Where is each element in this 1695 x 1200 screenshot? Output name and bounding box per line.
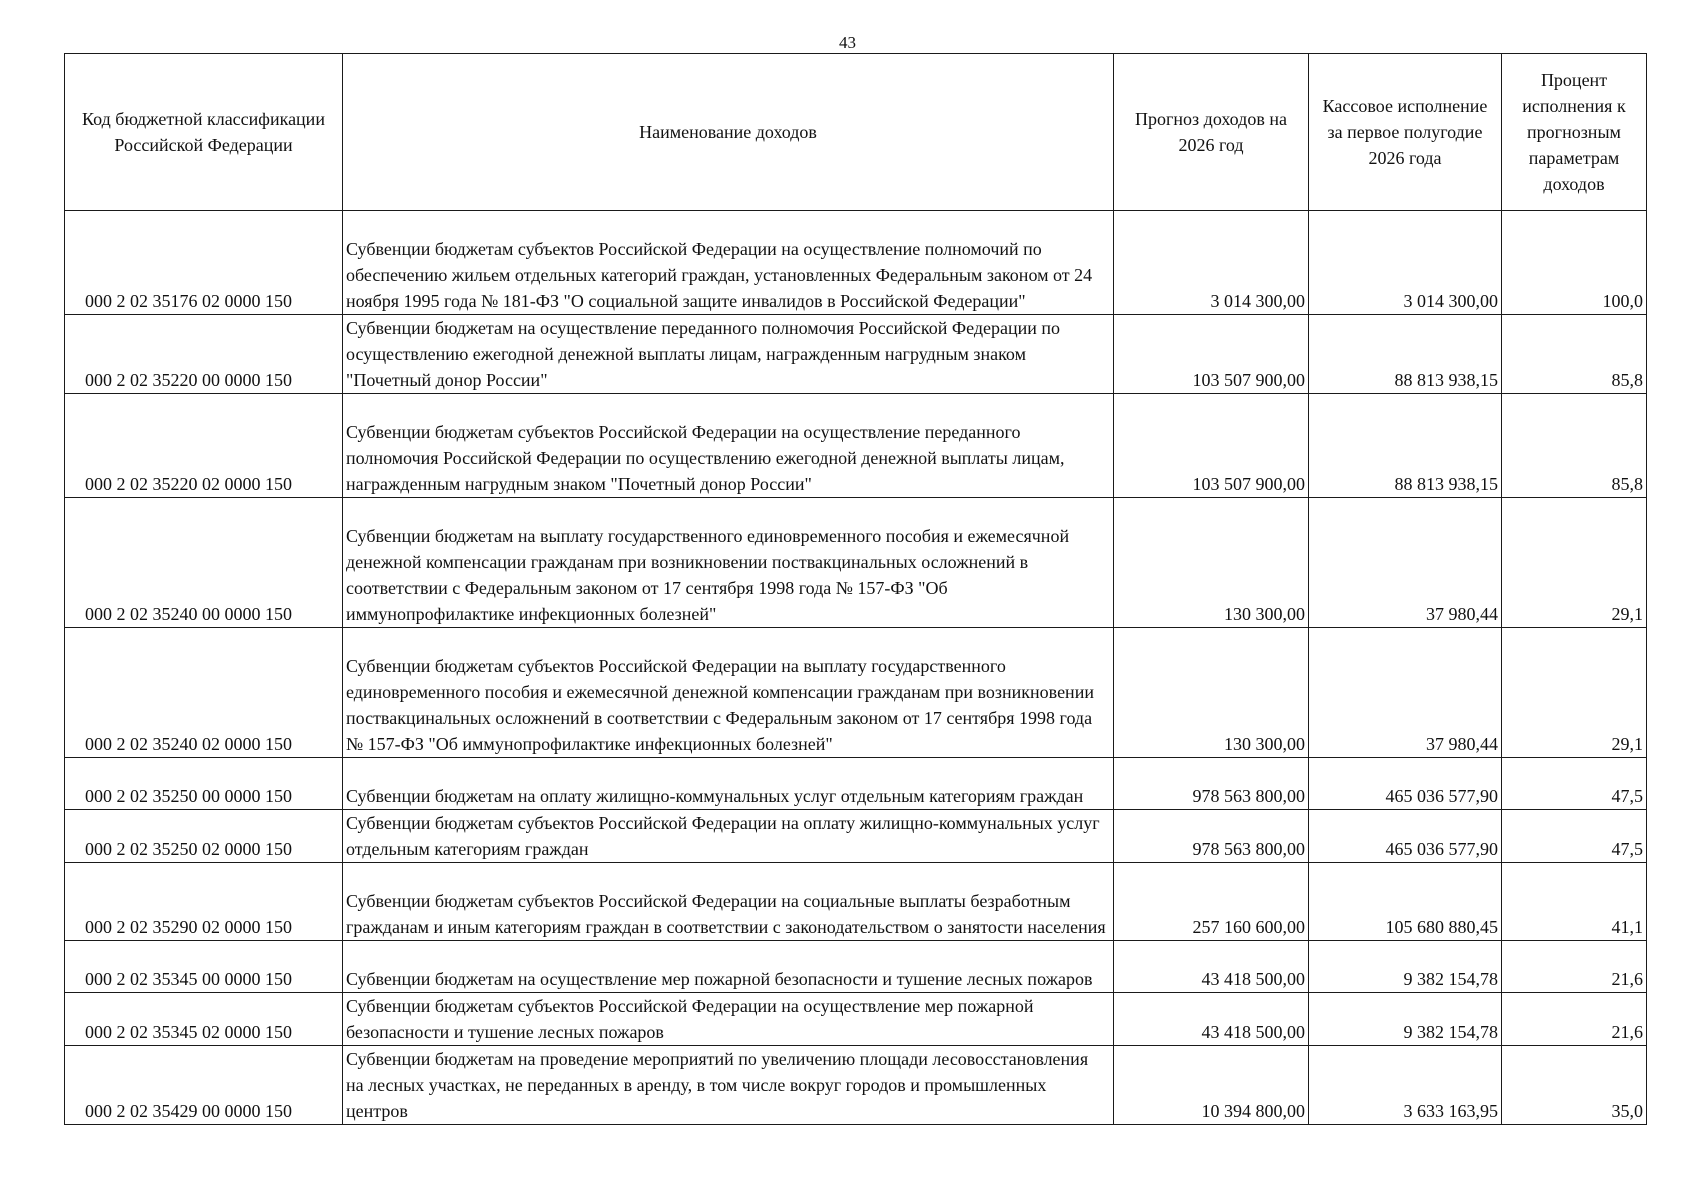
row-name: Субвенции бюджетам субъектов Российской Федерации на социальные выплаты безработным гражданам и иным категориям граждан в соответствии с законодательством о занятости населения (343, 863, 1114, 941)
row-execution: 465 036 577,90 (1309, 758, 1502, 810)
row-forecast: 103 507 900,00 (1114, 394, 1309, 498)
row-execution: 88 813 938,15 (1309, 394, 1502, 498)
row-code: 000 2 02 35250 02 0000 150 (65, 810, 343, 863)
table-row (65, 211, 1647, 315)
row-execution: 3 014 300,00 (1309, 211, 1502, 315)
row-code: 000 2 02 35220 00 0000 150 (65, 315, 343, 394)
header-forecast: Прогноз доходов на 2026 год (1114, 54, 1309, 211)
row-percent: 21,6 (1502, 993, 1647, 1046)
row-forecast: 43 418 500,00 (1114, 993, 1309, 1046)
row-name: Субвенции бюджетам субъектов Российской Федерации на осуществление полномочий по обеспечению жильем отдельных категорий граждан, установленных Федеральным законом от 24 ноября 1995 года № 181-ФЗ "О социальной защите инвалидов в Российской Федерации" (343, 211, 1114, 315)
row-execution: 37 980,44 (1309, 628, 1502, 758)
row-execution: 9 382 154,78 (1309, 993, 1502, 1046)
row-forecast: 10 394 800,00 (1114, 1046, 1309, 1125)
row-percent: 100,0 (1502, 211, 1647, 315)
header-code: Код бюджетной классификации Российской Федерации (65, 54, 343, 211)
row-percent: 41,1 (1502, 863, 1647, 941)
row-percent: 85,8 (1502, 315, 1647, 394)
row-name: Субвенции бюджетам на осуществление мер пожарной безопасности и тушение лесных пожаров (343, 941, 1114, 993)
row-name: Субвенции бюджетам на выплату государственного единовременного пособия и ежемесячной денежной компенсации гражданам при возникновении поствакцинальных осложнений в соответствии с Федеральным законом от 17 сентября 1998 года № 157-ФЗ "Об иммунопрофилактике инфекционных болезней" (343, 498, 1114, 628)
row-name: Субвенции бюджетам субъектов Российской Федерации на осуществление мер пожарной безопасности и тушение лесных пожаров (343, 993, 1114, 1046)
page-number: 43 (839, 33, 856, 52)
row-execution: 88 813 938,15 (1309, 315, 1502, 394)
row-code: 000 2 02 35240 00 0000 150 (65, 498, 343, 628)
row-percent: 47,5 (1502, 810, 1647, 863)
row-forecast: 257 160 600,00 (1114, 863, 1309, 941)
row-forecast: 103 507 900,00 (1114, 315, 1309, 394)
table-row (65, 941, 1647, 993)
table-header-row (65, 54, 1647, 211)
row-execution: 465 036 577,90 (1309, 810, 1502, 863)
row-forecast: 3 014 300,00 (1114, 211, 1309, 315)
row-code: 000 2 02 35220 02 0000 150 (65, 394, 343, 498)
row-name: Субвенции бюджетам субъектов Российской Федерации на оплату жилищно-коммунальных услуг отдельным категориям граждан (343, 810, 1114, 863)
row-percent: 21,6 (1502, 941, 1647, 993)
table-row (65, 498, 1647, 628)
table-row (65, 394, 1647, 498)
row-name: Субвенции бюджетам на оплату жилищно-коммунальных услуг отдельным категориям граждан (343, 758, 1114, 810)
row-forecast: 978 563 800,00 (1114, 810, 1309, 863)
row-execution: 105 680 880,45 (1309, 863, 1502, 941)
row-code: 000 2 02 35250 00 0000 150 (65, 758, 343, 810)
row-name: Субвенции бюджетам на проведение мероприятий по увеличению площади лесовосстановления на лесных участках, не переданных в аренду, в том числе вокруг городов и промышленных центров (343, 1046, 1114, 1125)
row-name: Субвенции бюджетам субъектов Российской Федерации на выплату государственного единовременного пособия и ежемесячной денежной компенсации гражданам при возникновении поствакцинальных осложнений в соответствии с Федеральным законом от 17 сентября 1998 года № 157-ФЗ "Об иммунопрофилактике инфекционных болезней" (343, 628, 1114, 758)
header-percent: Процент исполнения к прогнозным параметрам доходов (1502, 54, 1647, 211)
row-execution: 3 633 163,95 (1309, 1046, 1502, 1125)
header-execution: Кассовое исполнение за первое полугодие 2026 года (1309, 54, 1502, 211)
table-row (65, 628, 1647, 758)
table-row (65, 863, 1647, 941)
table-row (65, 1046, 1647, 1125)
table-row (65, 315, 1647, 394)
table-row (65, 993, 1647, 1046)
row-execution: 9 382 154,78 (1309, 941, 1502, 993)
row-code: 000 2 02 35345 00 0000 150 (65, 941, 343, 993)
row-code: 000 2 02 35240 02 0000 150 (65, 628, 343, 758)
row-name: Субвенции бюджетам субъектов Российской Федерации на осуществление переданного полномочия Российской Федерации по осуществлению ежегодной денежной выплаты лицам, награжденным нагрудным знаком "Почетный донор России" (343, 394, 1114, 498)
budget-revenue-table (64, 53, 1647, 1125)
row-code: 000 2 02 35176 02 0000 150 (65, 211, 343, 315)
row-percent: 35,0 (1502, 1046, 1647, 1125)
row-percent: 47,5 (1502, 758, 1647, 810)
row-forecast: 130 300,00 (1114, 628, 1309, 758)
table-row (65, 810, 1647, 863)
row-name: Субвенции бюджетам на осуществление переданного полномочия Российской Федерации по осуществлению ежегодной денежной выплаты лицам, награжденным нагрудным знаком "Почетный донор России" (343, 315, 1114, 394)
row-code: 000 2 02 35290 02 0000 150 (65, 863, 343, 941)
row-forecast: 978 563 800,00 (1114, 758, 1309, 810)
row-percent: 29,1 (1502, 628, 1647, 758)
row-forecast: 130 300,00 (1114, 498, 1309, 628)
row-execution: 37 980,44 (1309, 498, 1502, 628)
row-code: 000 2 02 35345 02 0000 150 (65, 993, 343, 1046)
header-name: Наименование доходов (343, 54, 1114, 211)
row-code: 000 2 02 35429 00 0000 150 (65, 1046, 343, 1125)
row-percent: 29,1 (1502, 498, 1647, 628)
row-percent: 85,8 (1502, 394, 1647, 498)
row-forecast: 43 418 500,00 (1114, 941, 1309, 993)
table-row (65, 758, 1647, 810)
